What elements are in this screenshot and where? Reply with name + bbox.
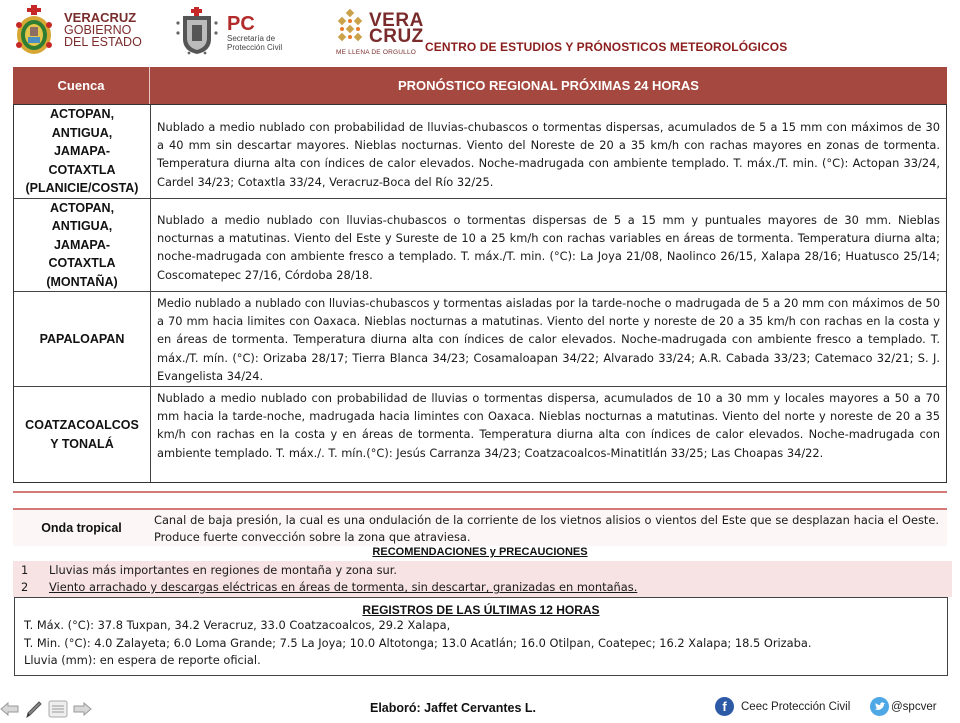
region-cell <box>14 292 151 386</box>
region-line: COTAXTLA <box>48 256 116 271</box>
region-cell <box>14 105 151 198</box>
region-line: COATZACOALCOS <box>25 418 139 432</box>
table-row <box>14 292 946 387</box>
page-title: CENTRO DE ESTUDIOS Y PRÓNOSTICOS METEOROLÓGICOS <box>425 40 788 54</box>
twitter-handle: @spcver <box>891 700 937 713</box>
logo-veracruz-line2: GOBIERNO <box>64 23 132 37</box>
region-cell <box>14 199 151 291</box>
forecast-text: Medio nublado a nublado con lluvias-chubascos y tormentas aisladas por la tarde-noche o madrugada de 5 a 20 mm con máximos de 50 a 70 mm hacia limites con Oaxaca. Nieblas nocturnas a matutinas. Viento del norte y noreste de 20 a 35 km/h con rachas en la costa y en áreas de tormenta. Temperatura diurna alta con índices de calor elevados. Noche-madrugada con ambiente fresco a templado. T. máx./T. mín. (°C): Orizaba 28/17; Tierra Blanca 34/23; Cosamaloapan 34/22; Alvarado 33/24; A.R. Cabada 33/23; Catemaco 32/21; S. J. Evangelista 34/24. <box>157 296 940 383</box>
recommendations-title: RECOMENDACIONES y PRECAUCIONES <box>372 546 588 558</box>
viewer-toolbar <box>0 699 92 719</box>
twitter-link[interactable] <box>870 697 937 716</box>
logo-veracruz-brand <box>335 9 424 48</box>
onda-tropical-section <box>13 510 947 546</box>
item-text: Viento arrachado y descargas eléctricas en áreas de tormenta, sin descartar, granizadas en montañas. <box>49 580 638 594</box>
forecast-text: Nublado a medio nublado con probabilidad de lluvias o tormentas dispersa, acumulados de 10 a 30 mm y locales mayores a 50 a 70 mm hacia la tarde-noche, madrugada hacia limintes con Oaxaca. Nieblas nocturnas a matutinas. Viento del norte y noreste de 20 a 35 km/h con rachas en la costa y en áreas de tormenta. Temperatura diurna alta con índices de calor elevados. Noche-madrugada con ambiente templado. T. máx./. T. mín.(°C): Jesús Carranza 34/23; Coatzacoalcos-Minatitlán 33/25; Las Choapas 34/22. <box>157 391 940 460</box>
item-number: 2 <box>21 580 29 594</box>
logo-veracruz-line1: VERACRUZ <box>64 10 137 25</box>
region-line: ACTOPAN, <box>49 107 115 122</box>
records-rain: Lluvia (mm): en espera de reporte oficial. <box>24 653 261 667</box>
column-header-cuenca: Cuenca <box>13 67 150 104</box>
forecast-text: Nublado a medio nublado con probabilidad de lluvias-chubascos o tormentas dispersas, acumulados de 5 a 15 mm con máximos de 30 a 40 mm sin descartar mayores. Nieblas nocturnas. Viento del Noreste de 20 a 35 km/h con rachas mayores en zonas de tormenta. Temperatura diurna alta con índices de calor elevados. Noche-madrugada con ambiente templado. T. máx./T. min. (°C): Actopan 33/24, Cardel 34/23; Cotaxtla 33/24, Veracruz-Boca del Río 32/25. <box>157 120 940 189</box>
table-row <box>14 199 946 292</box>
region-cell <box>14 387 151 482</box>
records-tmax: T. Máx. (°C): 37.8 Tuxpan, 34.2 Veracruz, 33.0 Coatzacoalcos, 29.2 Xalapa, <box>24 618 451 632</box>
region-line: JAMAPA- <box>53 237 111 252</box>
facebook-icon: f <box>715 697 734 716</box>
region-line: COTAXTLA <box>48 162 116 177</box>
author-credit: Elaboró: Jaffet Cervantes L. <box>370 701 537 715</box>
records-title: REGISTROS DE LAS ÚLTIMAS 12 HORAS <box>362 603 600 617</box>
region-line: PAPALOAPAN <box>39 331 125 346</box>
column-header-pronostico: PRONÓSTICO REGIONAL PRÓXIMAS 24 HORAS <box>398 78 699 93</box>
region-line: (PLANICIE/COSTA) <box>25 181 139 196</box>
onda-tropical-text: Canal de baja presión, la cual es una ondulación de la corriente de los vietnos alisios o vientos del Este que se desplazan hacia el Oeste. Produce fuerte convección sobre la zona que atraviesa. <box>154 513 939 544</box>
logo-pc-acronym: PC <box>227 13 255 35</box>
twitter-icon <box>870 697 889 716</box>
logo-veracruz-line3: DEL ESTADO <box>64 35 142 49</box>
facebook-link[interactable] <box>715 697 850 716</box>
ornament-pattern-icon <box>335 9 365 48</box>
logo-brand-tagline: ME LLENA DE ORGULLO <box>336 49 417 56</box>
logo-brand-line1: VERA <box>369 9 424 31</box>
region-line: (MONTAÑA) <box>46 274 118 289</box>
region-line: JAMAPA- <box>53 144 111 159</box>
facebook-label: Ceec Protección Civil <box>741 700 851 713</box>
records-tmin: T. Min. (°C): 4.0 Zalayeta; 6.0 Loma Grande; 7.5 La Joya; 10.0 Altotonga; 13.0 Acatlán; 16.0 Otilpan, Coatepec; 16.2 Xalapa; 18.5 Orizaba. <box>24 635 812 650</box>
records-section <box>14 597 948 676</box>
arrow-right-icon[interactable] <box>72 699 92 719</box>
forecast-table-header <box>13 67 947 104</box>
list-item <box>13 579 637 596</box>
item-number: 1 <box>21 563 29 577</box>
arrow-left-icon[interactable] <box>0 699 20 719</box>
logo-brand-line2: CRUZ <box>369 25 424 47</box>
onda-tropical-label: Onda tropical <box>41 521 122 535</box>
divider <box>13 491 947 493</box>
region-line: ANTIGUA, <box>51 219 113 234</box>
forecast-text: Nublado a medio nublado con lluvias-chubascos o tormentas dispersas de 5 a 15 mm y puntuales mayores de 30 mm. Nieblas nocturnas a matutinas. Viento del Este y Sureste de 10 a 25 km/h con rachas variables en áreas de tormenta. Temperatura diurna alta; noche-madrugada con ambiente fresco a templado. T. máx./T. min. (°C): La Joya 21/08, Naolinco 26/15, Xalapa 28/16; Huatusco 25/14; Coscomatepec 27/16, Córdoba 28/18. <box>157 213 940 282</box>
document-icon[interactable] <box>48 699 68 719</box>
table-row <box>14 105 946 199</box>
logo-pc-line1: Secretaría de <box>227 34 276 43</box>
forecast-table-body <box>13 104 947 483</box>
recommendations-list <box>13 561 952 597</box>
table-row <box>14 387 946 482</box>
pc-shield-icon <box>175 7 219 60</box>
logo-pc-line2: Protección Civil <box>227 43 283 52</box>
veracruz-shield-icon <box>14 5 54 55</box>
item-text: Lluvias más importantes en regiones de montaña y zona sur. <box>49 563 398 577</box>
logo-gobierno-veracruz <box>14 5 142 55</box>
region-line: ANTIGUA, <box>51 125 113 140</box>
region-line: ACTOPAN, <box>49 200 115 215</box>
logo-proteccion-civil <box>175 7 282 60</box>
list-item <box>13 562 397 579</box>
region-line: Y TONALÁ <box>50 436 114 451</box>
pencil-icon[interactable] <box>24 699 44 719</box>
